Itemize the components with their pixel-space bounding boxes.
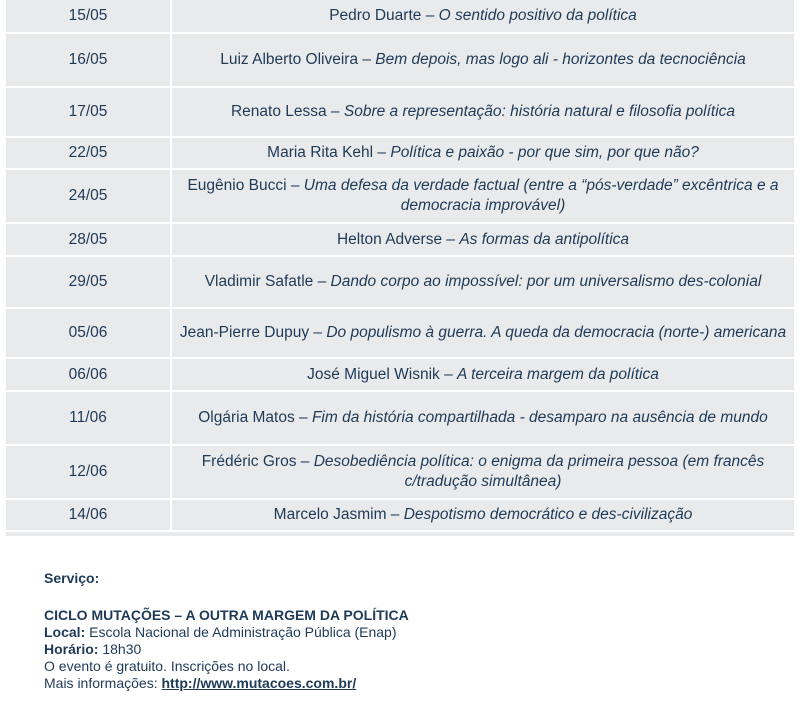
row-talk: [171, 137, 794, 169]
table-row: [6, 391, 794, 445]
separator: –: [439, 365, 457, 383]
row-date: 17/05: [6, 87, 171, 137]
horario-line: [44, 641, 409, 658]
talk-title: Desobediência política: o enigma da primeira pessoa (em francês c/tradução simultânea): [313, 453, 765, 490]
talk-title: O sentido positivo da política: [438, 7, 637, 24]
separator: –: [326, 103, 344, 120]
row-talk: [171, 256, 794, 308]
talk-title: Fim da história compartilhada - desamparo na ausência de mundo: [311, 409, 768, 426]
table-row: [6, 169, 794, 223]
row-date: 06/06: [6, 358, 171, 391]
talk-title: Dando corpo ao impossível: por um universalismo des-colonial: [330, 273, 762, 290]
row-date: 16/05: [6, 33, 171, 87]
table-row: [6, 445, 794, 499]
service-heading: Serviço:: [44, 570, 100, 586]
talk-title: Bem depois, mas logo ali - horizontes da tecnociência: [375, 51, 746, 68]
separator: –: [386, 506, 404, 523]
separator: –: [286, 177, 304, 194]
gratuito-line: O evento é gratuito. Inscrições no local.: [44, 658, 290, 674]
row-talk: [171, 358, 794, 391]
separator: –: [296, 453, 314, 470]
talk-title: A terceira margem da política: [457, 365, 659, 383]
table-row: [6, 308, 794, 358]
horario-value: 18h30: [98, 641, 142, 657]
speaker-name: José Miguel Wisnik: [307, 365, 440, 383]
row-date: 24/05: [6, 169, 171, 223]
local-value: Escola Nacional de Administração Pública (Enap): [85, 624, 397, 640]
service-info: [44, 570, 409, 692]
row-talk: [171, 0, 794, 33]
speaker-name: Eugênio Bucci: [187, 177, 287, 194]
speaker-name: Olgária Matos: [198, 409, 295, 426]
row-date: 22/05: [6, 137, 171, 169]
speaker-name: Maria Rita Kehl: [267, 144, 374, 161]
table-row: [6, 256, 794, 308]
speaker-name: Jean-Pierre Dupuy: [179, 324, 310, 341]
separator: –: [358, 51, 376, 68]
row-date: 05/06: [6, 308, 171, 358]
separator: –: [294, 409, 312, 426]
talk-title: As formas da antipolítica: [459, 230, 630, 248]
horario-label: Horário:: [44, 641, 99, 657]
row-talk: [171, 445, 794, 499]
row-talk: [171, 499, 794, 531]
talk-title: Política e paixão - por que sim, por que não?: [390, 144, 699, 161]
separator: –: [373, 144, 391, 161]
info-line: [44, 675, 409, 692]
speaker-name: Helton Adverse: [336, 230, 443, 248]
table-row: [6, 87, 794, 137]
row-date: 11/06: [6, 391, 171, 445]
table-row: [6, 33, 794, 87]
speaker-name: Marcelo Jasmim: [273, 506, 387, 523]
table-row: [6, 358, 794, 391]
talk-title: Do populismo à guerra. A queda da democracia (norte-) americana: [326, 324, 787, 341]
table-row: [6, 223, 794, 256]
row-talk: [171, 308, 794, 358]
table-row: [6, 0, 794, 33]
event-name: [44, 607, 409, 624]
talk-title: Sobre a representação: história natural e filosofia política: [343, 103, 736, 120]
separator: –: [442, 230, 460, 248]
row-date: 29/05: [6, 256, 171, 308]
schedule-table: [6, 0, 794, 536]
row-date: 28/05: [6, 223, 171, 256]
row-talk: [171, 87, 794, 137]
separator: –: [313, 273, 331, 290]
local-line: [44, 624, 409, 641]
table-row: [6, 137, 794, 169]
row-talk: [171, 223, 794, 256]
row-talk: [171, 169, 794, 223]
row-talk: [171, 391, 794, 445]
row-talk: [171, 33, 794, 87]
talk-title: Uma defesa da verdade factual (entre a “pós-verdade” excêntrica e a democracia improvável): [303, 177, 779, 214]
local-label: Local:: [44, 624, 86, 640]
talk-title: Despotismo democrático e des-civilização: [403, 506, 693, 523]
separator: –: [309, 324, 327, 341]
event-name-text: CICLO MUTAÇÕES – A OUTRA MARGEM DA POLÍTICA: [44, 607, 409, 623]
separator: –: [421, 7, 439, 24]
speaker-name: Pedro Duarte: [329, 7, 422, 24]
speaker-name: Frédéric Gros: [201, 453, 297, 470]
table-row: [6, 499, 794, 531]
speaker-name: Luiz Alberto Oliveira: [220, 51, 359, 68]
row-date: 15/05: [6, 0, 171, 33]
row-date: 12/06: [6, 445, 171, 499]
speaker-name: Renato Lessa: [230, 103, 327, 120]
row-date: 14/06: [6, 499, 171, 531]
speaker-name: Vladimir Safatle: [204, 273, 314, 290]
info-label: Mais informações:: [44, 675, 162, 691]
info-link[interactable]: http://www.mutacoes.com.br/: [161, 675, 357, 691]
schedule-rows: [6, 0, 794, 532]
